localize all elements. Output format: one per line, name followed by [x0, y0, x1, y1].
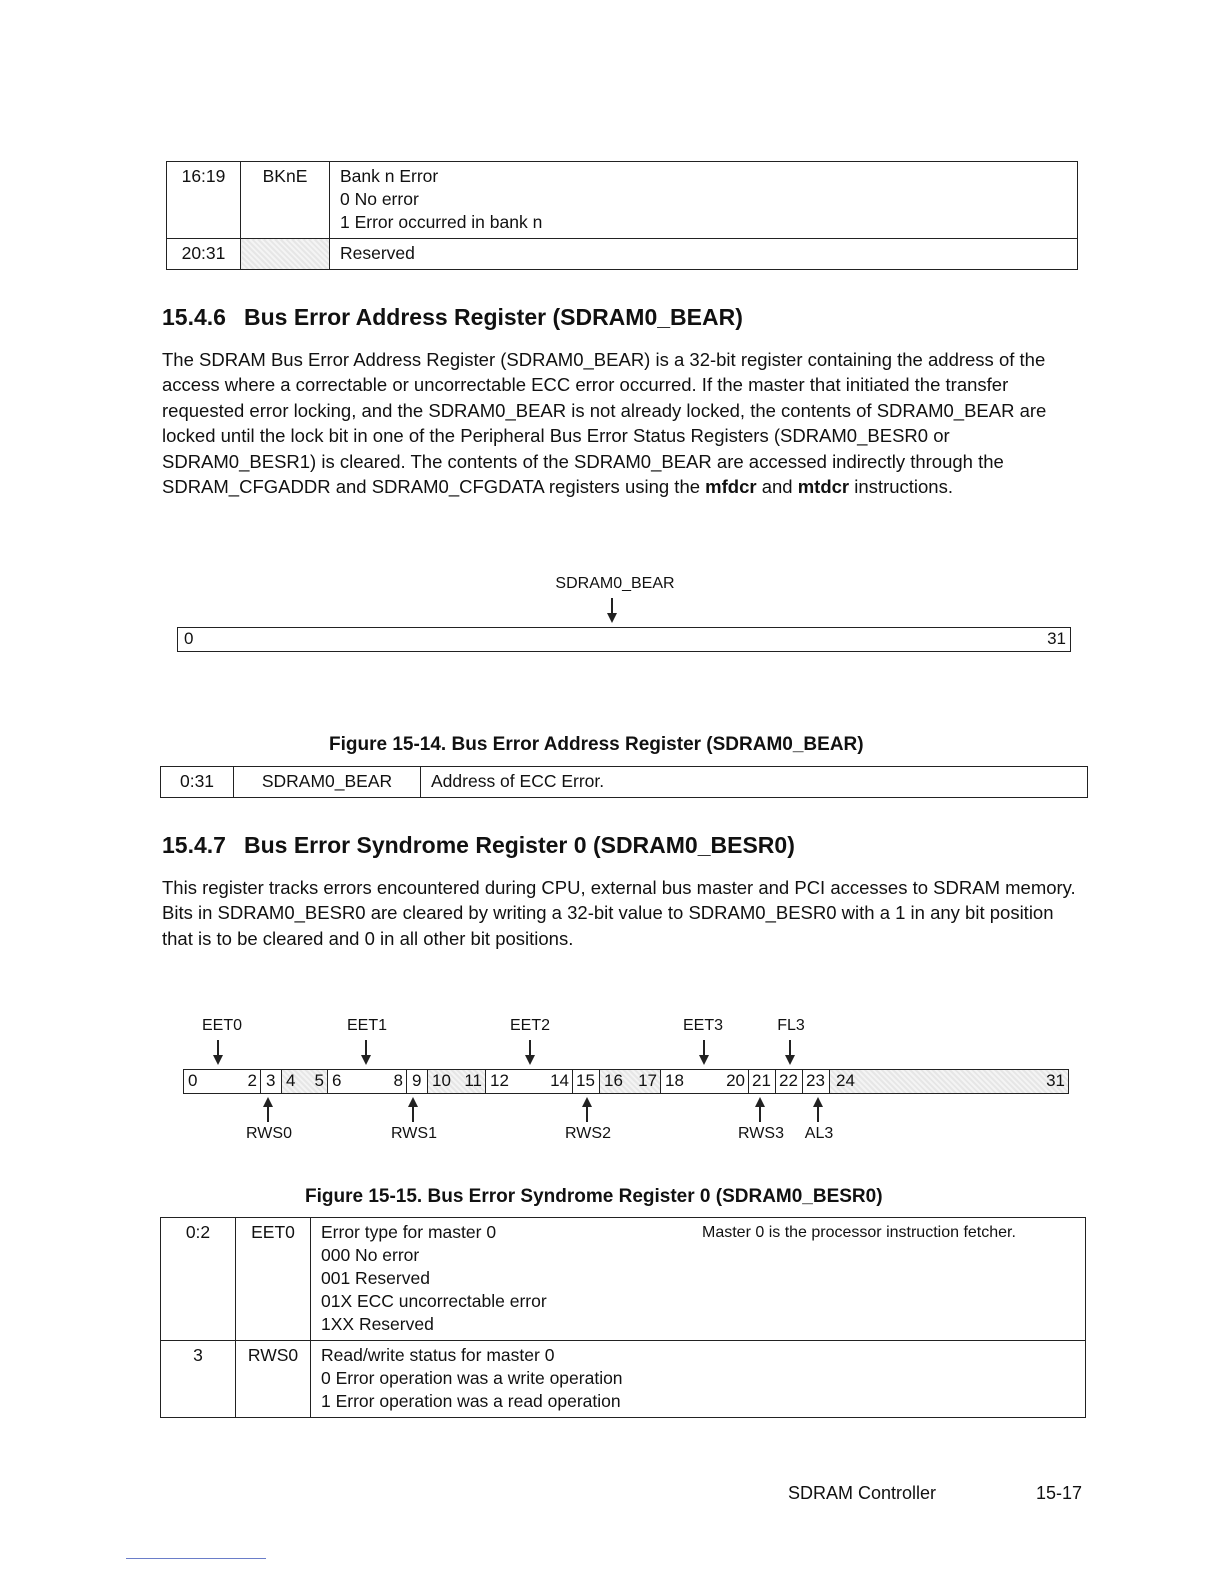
table-row: [167, 162, 1078, 239]
description-line: 01X ECC uncorrectable error: [321, 1291, 547, 1311]
instruction-mtdcr: mtdcr: [797, 476, 850, 498]
bit-cell-10-11: [428, 1070, 486, 1093]
bit-end: 5: [314, 1071, 324, 1090]
bit-cell-9: [407, 1070, 428, 1093]
bit-cell-15: [573, 1070, 600, 1093]
bit-end: 8: [393, 1071, 403, 1090]
bit-cell-3: [261, 1070, 282, 1093]
field-cell: SDRAM0_BEAR: [234, 767, 421, 798]
description-line: Bank n Error: [340, 166, 439, 186]
description-line: 0 No error: [340, 189, 419, 209]
field-cell: BKnE: [241, 162, 330, 239]
bit-end: 31: [1046, 1071, 1065, 1090]
bit-end-label: 31: [1047, 629, 1066, 648]
bit-start: 12: [490, 1071, 509, 1090]
bit-start: 15: [576, 1071, 595, 1090]
section-title: Bus Error Syndrome Register 0 (SDRAM0_BESR0): [244, 832, 795, 858]
bit-cell-6-8: [328, 1070, 407, 1093]
bit-end: 17: [638, 1071, 657, 1090]
bit-start: 16: [604, 1071, 623, 1090]
paragraph-text: The SDRAM Bus Error Address Register (SDRAM0_BEAR) is a 32-bit register containing the address of the access where a correctable or uncorrectable ECC error occurred. If the master that initiated the transfer requested error locking, and the SDRAM0_BEAR is not already locked, the contents of SDRAM0_BEAR are locked until the lock bit in one of the Peripheral Bus Error Status Registers (SDRAM0_BESR0 or SDRAM0_BESR1) is cleared. The contents of the SDRAM0_BEAR are accessed indirectly through the SDRAM_CFGADDR and SDRAM0_CFGDATA registers using the: [162, 349, 1047, 498]
field-label-rws3: RWS3: [738, 1125, 784, 1142]
paragraph-text: instructions.: [849, 476, 953, 498]
bit-end: 2: [247, 1071, 257, 1090]
section-number: 15.4.7: [162, 832, 226, 858]
instruction-mfdcr: mfdcr: [705, 476, 757, 498]
figure-15-15-caption: Figure 15-15. Bus Error Syndrome Register 0 (SDRAM0_BESR0): [305, 1186, 883, 1207]
field-cell: EET0: [236, 1218, 311, 1341]
field-label-al3: AL3: [804, 1125, 834, 1142]
bit-start: 23: [806, 1071, 825, 1090]
bit-start: 18: [665, 1071, 684, 1090]
description-line: 1XX Reserved: [321, 1314, 434, 1334]
table-row: [161, 767, 1088, 798]
table-row: [161, 1341, 1086, 1418]
bits-cell: 16:19: [167, 162, 241, 239]
bits-cell: 0:31: [161, 767, 234, 798]
bit-cell-0-2: [184, 1070, 261, 1093]
description-cell: [330, 239, 1078, 270]
description-cell: [330, 162, 1078, 239]
bit-start: 0: [188, 1071, 198, 1090]
register-label-sdram0-bear: SDRAM0_BEAR: [555, 575, 675, 592]
section-title: Bus Error Address Register (SDRAM0_BEAR): [244, 304, 743, 330]
bottom-rule: [126, 1558, 266, 1559]
bit-cell-12-14: [486, 1070, 573, 1093]
bit-start-label: 0: [184, 629, 194, 648]
description-cell: [311, 1218, 1086, 1341]
figure-15-14-caption: Figure 15-14. Bus Error Address Register (SDRAM0_BEAR): [329, 734, 864, 755]
footer-chapter-title: SDRAM Controller: [788, 1483, 937, 1503]
bit-cell-23: [803, 1070, 830, 1093]
bit-cell-24-31: [830, 1070, 1068, 1093]
besr0-register-box: [183, 1069, 1069, 1094]
bit-start: 9: [412, 1071, 422, 1090]
bit-cell-22: [776, 1070, 803, 1093]
description-line: 001 Reserved: [321, 1268, 430, 1288]
bit-cell-21: [749, 1070, 776, 1093]
field-cell: RWS0: [236, 1341, 311, 1418]
bits-cell: 20:31: [167, 239, 241, 270]
description-line: 1 Error occurred in bank n: [340, 212, 543, 232]
top-field-table: [166, 161, 1078, 270]
bit-cell-16-17: [600, 1070, 661, 1093]
description-line: 1 Error operation was a read operation: [321, 1391, 621, 1411]
bit-start: 24: [836, 1071, 855, 1090]
section-heading-15-4-6: [162, 304, 743, 331]
bits-cell: 3: [161, 1341, 236, 1418]
description-cell: Address of ECC Error.: [421, 767, 1088, 798]
field-label-rws2: RWS2: [565, 1125, 611, 1142]
bear-description-paragraph: [162, 347, 1084, 499]
field-label-rws0: RWS0: [246, 1125, 292, 1142]
bits-cell: 0:2: [161, 1218, 236, 1341]
bit-start: 21: [752, 1071, 771, 1090]
field-label-eet3: EET3: [682, 1017, 724, 1034]
table-row: [167, 239, 1078, 270]
paragraph-text: and: [756, 476, 798, 498]
bit-start: 22: [779, 1071, 798, 1090]
description-line: Reserved: [340, 243, 415, 263]
bit-start: 4: [286, 1071, 296, 1090]
bear-register-box: [177, 627, 1071, 652]
description-line: Read/write status for master 0: [321, 1345, 555, 1365]
section-heading-15-4-7: [162, 832, 795, 859]
bit-start: 3: [266, 1071, 276, 1090]
field-label-fl3: FL3: [777, 1017, 805, 1034]
description-cell: [311, 1341, 1086, 1418]
bit-cell-4-5: [282, 1070, 328, 1093]
field-label-eet1: EET1: [346, 1017, 388, 1034]
field-label-eet0: EET0: [201, 1017, 243, 1034]
description-note: Master 0 is the processor instruction fetcher.: [702, 1224, 1016, 1241]
description-line: 0 Error operation was a write operation: [321, 1368, 623, 1388]
besr0-description-paragraph: This register tracks errors encountered during CPU, external bus master and PCI accesses to SDRAM memory. Bits in SDRAM0_BESR0 are cleared by writing a 32-bit value to SDRAM0_BESR0 with a 1 in any bit position that is to be cleared and 0 in all other bit positions.: [162, 877, 1076, 949]
bit-end: 14: [550, 1071, 569, 1090]
bit-end: 11: [464, 1071, 482, 1090]
bit-end: 20: [726, 1071, 745, 1090]
besr0-field-table: [160, 1217, 1086, 1418]
reserved-field-cell: [241, 239, 330, 270]
field-label-eet2: EET2: [509, 1017, 551, 1034]
bit-start: 6: [332, 1071, 342, 1090]
bit-cell-18-20: [661, 1070, 749, 1093]
bear-field-table: [160, 766, 1088, 798]
description-line: Error type for master 0: [321, 1222, 497, 1242]
bit-start: 10: [432, 1071, 451, 1090]
section-number: 15.4.6: [162, 304, 226, 330]
description-line: 000 No error: [321, 1245, 420, 1265]
field-label-rws1: RWS1: [391, 1125, 437, 1142]
table-row: [161, 1218, 1086, 1341]
footer-page-number: 15-17: [1036, 1483, 1083, 1503]
